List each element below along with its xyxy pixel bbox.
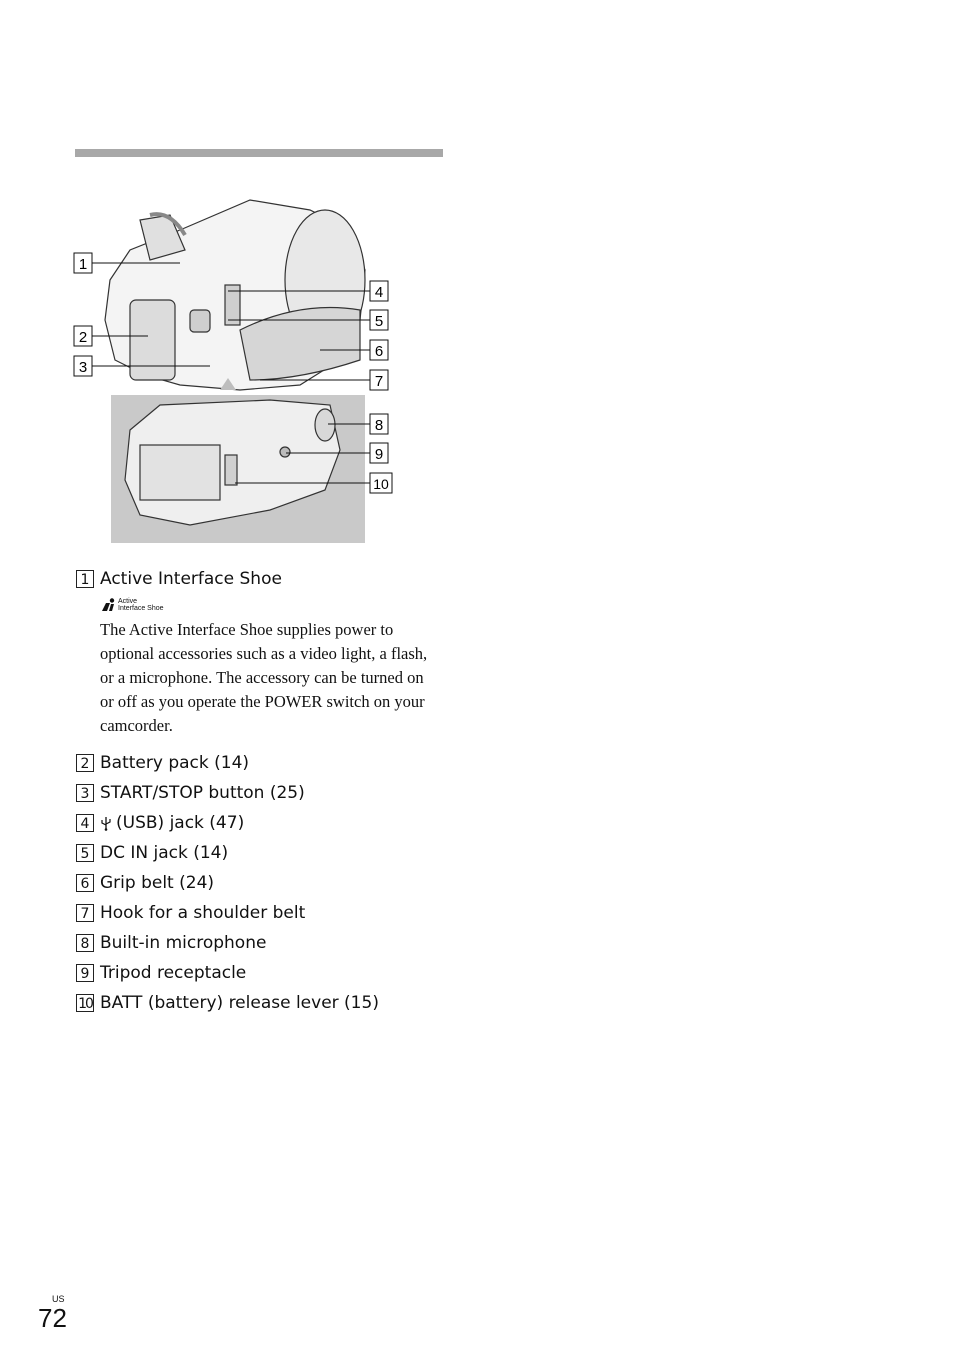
item-number: 4 xyxy=(76,814,94,832)
camcorder-top-view xyxy=(105,200,365,390)
svg-text:9: 9 xyxy=(374,446,384,463)
camcorder-illustration xyxy=(70,190,410,550)
description: The Active Interface Shoe supplies power to optional accessories such as a video light, a flash, or a microphone. The accessory can be turned on or off as you operate the POWER switch on your camcorder. xyxy=(100,620,428,735)
item-number: 5 xyxy=(76,844,94,862)
usb-icon xyxy=(100,815,112,831)
callout-1 xyxy=(74,253,92,273)
shoe-logo-icon xyxy=(100,598,116,612)
item-label: START/STOP button (25) xyxy=(100,783,305,803)
svg-text:3: 3 xyxy=(78,359,88,376)
section-rule xyxy=(75,149,443,157)
item-label: BATT (battery) release lever (15) xyxy=(100,993,379,1013)
callout-10 xyxy=(370,473,392,493)
list-item xyxy=(76,872,456,894)
callout-5 xyxy=(370,310,388,330)
list-item xyxy=(76,812,456,834)
callout-2 xyxy=(74,326,92,346)
svg-text:5: 5 xyxy=(374,313,384,330)
callout-3 xyxy=(74,356,92,376)
item-label: (USB) jack (47) xyxy=(116,813,245,833)
list-item xyxy=(76,932,456,954)
page-value: 72 xyxy=(38,1303,67,1333)
item-label: Tripod receptacle xyxy=(100,963,247,983)
page-region: US xyxy=(52,1294,65,1304)
parts-list xyxy=(76,568,456,1022)
svg-text:2: 2 xyxy=(78,329,88,346)
list-item xyxy=(76,752,456,774)
logo-line-2: Interface Shoe xyxy=(118,605,164,612)
list-item xyxy=(76,962,456,984)
svg-text:10: 10 xyxy=(373,476,389,492)
item-number: 9 xyxy=(76,964,94,982)
item-label: DC IN jack (14) xyxy=(100,843,229,863)
item-number: 8 xyxy=(76,934,94,952)
item-label: Active Interface Shoe xyxy=(100,569,282,589)
callout-6 xyxy=(370,340,388,360)
list-item xyxy=(76,568,456,590)
list-item xyxy=(76,992,456,1014)
page-number xyxy=(38,1294,67,1332)
item-label: Battery pack (14) xyxy=(100,753,250,773)
svg-text:1: 1 xyxy=(78,256,88,273)
list-item xyxy=(76,902,456,924)
svg-text:7: 7 xyxy=(374,373,384,390)
svg-text:6: 6 xyxy=(374,343,384,360)
svg-text:8: 8 xyxy=(374,417,384,434)
svg-text:4: 4 xyxy=(374,284,384,301)
item-label: Built-in microphone xyxy=(100,933,267,953)
logo-line-1: Active xyxy=(118,598,138,605)
item-number: 3 xyxy=(76,784,94,802)
item-number: 6 xyxy=(76,874,94,892)
callout-7 xyxy=(370,370,388,390)
callout-8 xyxy=(370,414,388,434)
callout-9 xyxy=(370,443,388,463)
item-number: 2 xyxy=(76,754,94,772)
item-label: Hook for a shoulder belt xyxy=(100,903,306,923)
list-item xyxy=(76,842,456,864)
list-item xyxy=(76,782,456,804)
callout-4 xyxy=(370,281,388,301)
item-number: 1 xyxy=(76,570,94,588)
item-number: 10 xyxy=(76,994,94,1012)
item-number: 7 xyxy=(76,904,94,922)
active-interface-shoe-logo xyxy=(100,598,456,612)
item-label: Grip belt (24) xyxy=(100,873,215,893)
